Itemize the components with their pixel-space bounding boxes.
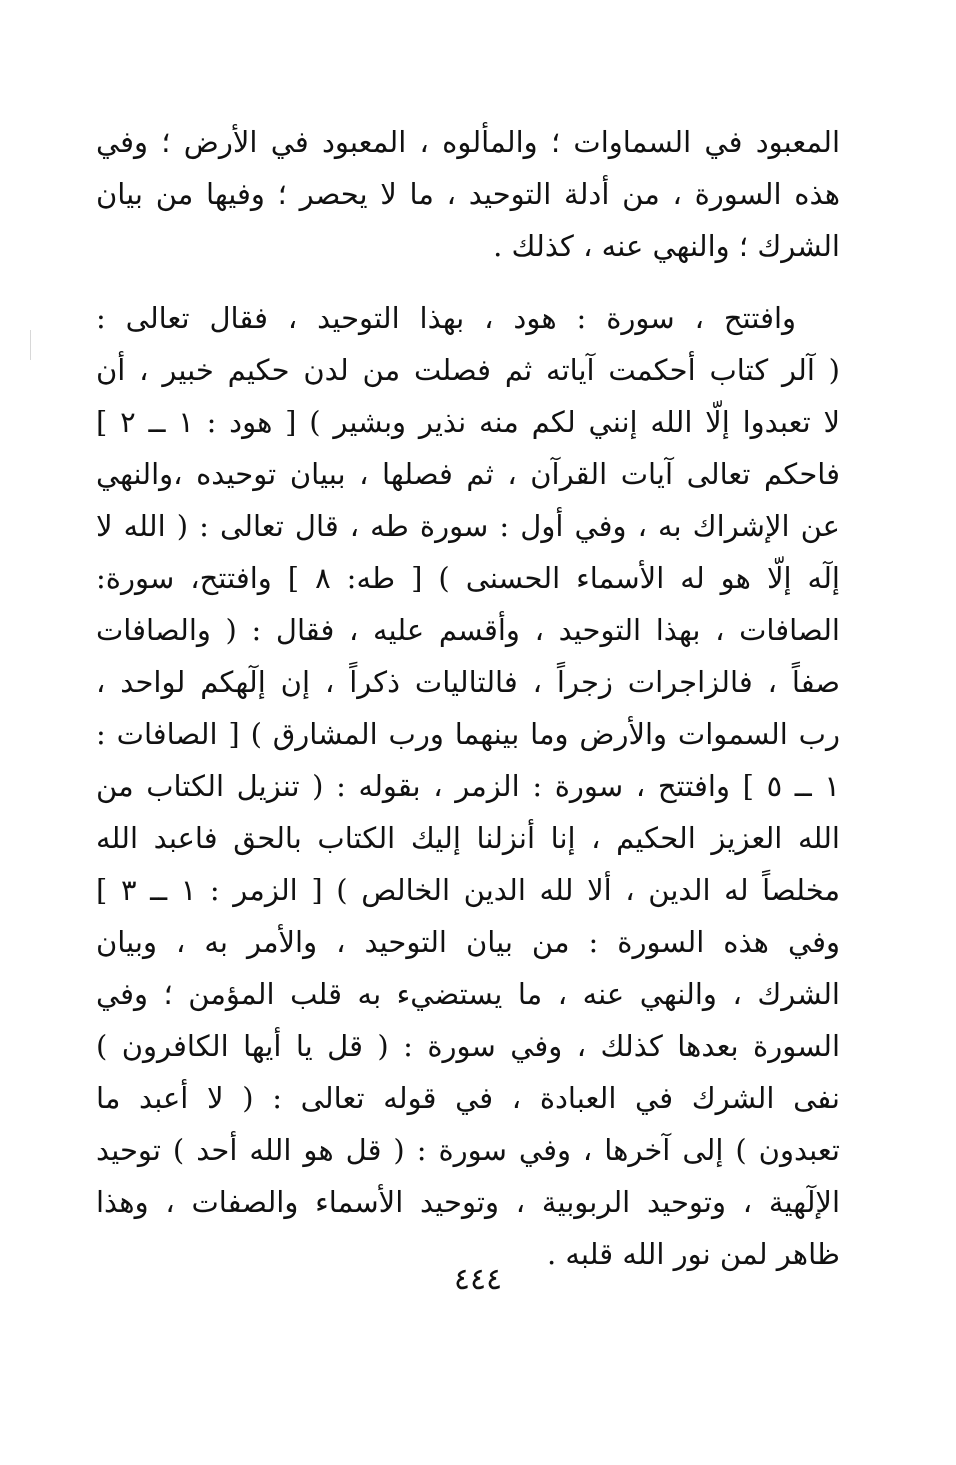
text-line: الشرك ؛ والنهي عنه ، كذلك .	[493, 229, 840, 263]
text-line: ( آلر كتاب أحكمت آياته ثم فصلت من لدن حكيم خبير ، أن	[96, 353, 840, 387]
text-line: لا تعبدوا إلّا الله إنني لكم منه نذير وبشير ) [ هود : ١ ــ ٢ ]	[96, 405, 840, 439]
text-line: هذه السورة ، من أدلة التوحيد ، ما لا يحصر ؛ وفيها من بيان	[96, 177, 840, 211]
text-line: المعبود في السماوات ؛ والمألوه ، المعبود في الأرض ؛ وفي	[96, 125, 840, 159]
text-line: صفاً ، فالزاجرات زجراً ، فالتاليات ذكراً ، إن إلٓهكم لواحد ،	[96, 665, 840, 699]
text-line: السورة بعدها كذلك ، وفي سورة : ( قل يا أيها الكافرون )	[96, 1029, 840, 1063]
text-line: ظاهر لمن نور الله قلبه .	[546, 1237, 840, 1271]
text-line: عن الإشراك به ، وفي أول : سورة طه ، قال تعالى : ( الله لا	[96, 509, 840, 543]
text-line: فاحكم تعالى آيات القرآن ، ثم فصلها ، ببيان توحيده ،والنهي	[96, 457, 840, 491]
text-line: الشرك ، والنهي عنه ، ما يستضيء به قلب المؤمن ؛ وفي	[96, 977, 840, 1011]
text-line: رب السموات والأرض وما بينهما ورب المشارق ) [ الصافات :	[96, 717, 840, 751]
text-line: الصافات ، بهذا التوحيد ، وأقسم عليه ، فقال : ( والصافات	[96, 613, 840, 647]
text-line: نفى الشرك في العبادة ، في قوله تعالى : ( لا أعبد ما	[96, 1081, 840, 1115]
margin-mark	[30, 330, 31, 360]
paragraph-2	[96, 292, 840, 1280]
text-line: الإلٓهية ، وتوحيد الربوبية ، وتوحيد الأسماء والصفات ، وهذا	[96, 1185, 840, 1219]
text-line: وافتتح ، سورة : هود ، بهذا التوحيد ، فقال تعالى :	[96, 301, 796, 335]
text-line: ١ ــ ٥ ] وافتتح ، سورة : الزمر ، بقوله : ( تنزيل الكتاب من	[96, 769, 840, 803]
text-line: تعبدون ) إلى آخرها ، وفي سورة : ( قل هو الله أحد ) توحيد	[96, 1133, 840, 1167]
text-line: وفي هذه السورة : من بيان التوحيد ، والأمر به ، وبيان	[96, 925, 840, 959]
paragraph-1	[96, 116, 840, 272]
page-number: ٤٤٤	[453, 1262, 503, 1297]
text-line: مخلصاً له الدين ، ألا لله الدين الخالص ) [ الزمر : ١ ــ ٣ ]	[96, 873, 840, 907]
text-line: الله العزيز الحكيم ، إنا أنزلنا إليك الكتاب بالحق فاعبد الله	[96, 821, 840, 855]
text-line: إلٓه إلّا هو له الأسماء الحسنى ) [ طه: ٨ ] وافتتح، سورة:	[96, 561, 840, 595]
